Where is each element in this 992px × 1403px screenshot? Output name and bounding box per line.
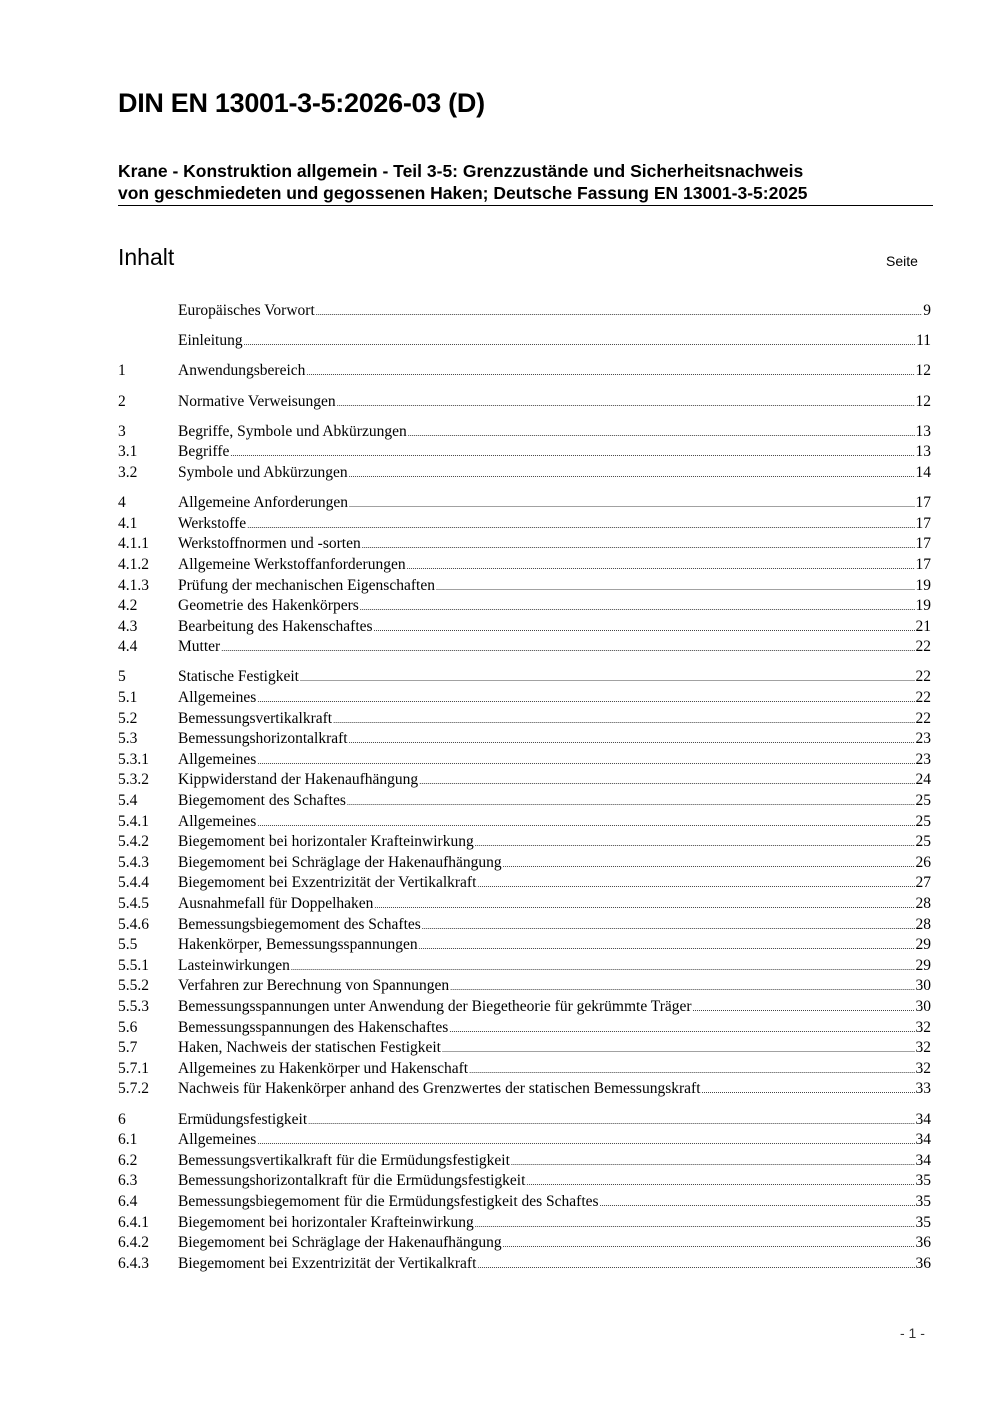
toc-entry[interactable]	[118, 1233, 931, 1254]
toc-entry-number: 5.5	[118, 936, 138, 954]
toc-entry-number: 5.3	[118, 730, 138, 748]
toc-dot-leader	[300, 669, 915, 690]
toc-entry-title: Kippwiderstand der Hakenaufhängung	[178, 771, 419, 789]
subtitle-line-2: von geschmiedeten und gegossenen Haken; Deutsche Fassung EN 13001-3-5:2025	[118, 183, 808, 203]
toc-dot-leader	[419, 772, 914, 793]
toc-entry-title: Bemessungshorizontalkraft	[178, 730, 348, 748]
subtitle-line-1: Krane - Konstruktion allgemein - Teil 3-5: Grenzzustände und Sicherheitsnachweis	[118, 161, 804, 181]
toc-entry-number: 4.1.1	[118, 535, 149, 553]
toc-entry-number: 3.2	[118, 463, 138, 481]
toc-entry-title: Biegemoment bei Exzentrizität der Vertikalkraft	[178, 874, 477, 892]
toc-dot-leader	[349, 731, 915, 752]
toc-entry-number: 4.4	[118, 638, 138, 656]
toc-entry-title: Lasteinwirkungen	[178, 956, 290, 974]
toc-dot-leader	[477, 1256, 914, 1277]
toc-entry-page: 34	[915, 1131, 931, 1149]
toc-dot-leader	[360, 598, 915, 619]
toc-dot-leader	[407, 557, 915, 578]
toc-entry-title: Werkstoffnormen und -sorten	[178, 535, 361, 553]
toc-entry-number: 5.1	[118, 689, 138, 707]
toc-dot-leader	[469, 1061, 914, 1082]
toc-entry-page: 12	[915, 362, 931, 380]
toc-entry-title: Ermüdungsfestigkeit	[178, 1110, 308, 1128]
toc-entry[interactable]	[118, 791, 931, 812]
toc-entry-number: 5.4.3	[118, 853, 149, 871]
toc-entry-number: 6.1	[118, 1131, 138, 1149]
toc-entry-page: 32	[915, 1059, 931, 1077]
toc-dot-leader	[477, 875, 914, 896]
toc-entry[interactable]	[118, 770, 931, 791]
toc-entry[interactable]	[118, 514, 931, 535]
toc-entry-number: 6.2	[118, 1151, 138, 1169]
toc-entry-number: 2	[118, 392, 126, 410]
toc-entry-page: 13	[915, 422, 931, 440]
toc-entry-number: 5.4.5	[118, 895, 149, 912]
toc-entry-number: 4.3	[118, 617, 138, 635]
toc-dot-leader	[362, 536, 915, 557]
toc-entry-page: 36	[915, 1234, 931, 1252]
toc-entry[interactable]	[118, 1151, 931, 1172]
toc-entry[interactable]	[118, 1110, 931, 1131]
toc-entry-page: 17	[915, 494, 931, 512]
toc-dot-leader	[449, 1020, 914, 1041]
toc-entry-title: Biegemoment bei horizontaler Krafteinwirkung	[178, 833, 474, 851]
toc-entry[interactable]	[118, 442, 931, 463]
toc-dot-leader	[349, 495, 914, 516]
toc-entry-page: 30	[915, 977, 931, 995]
toc-entry-title: Bemessungsvertikalkraft für die Ermüdungsfestigkeit	[178, 1151, 510, 1169]
toc-entry-page: 30	[915, 997, 931, 1015]
toc-dot-leader	[503, 1235, 915, 1256]
page-column-label: Seite	[886, 253, 918, 269]
toc-entry-page: 22	[915, 668, 931, 686]
table-of-contents	[118, 301, 931, 1274]
toc-dot-leader	[221, 639, 914, 660]
toc-dot-leader	[316, 303, 922, 324]
toc-dot-leader	[475, 834, 915, 855]
toc-entry[interactable]	[118, 976, 931, 997]
toc-entry-page: 23	[915, 730, 931, 748]
toc-entry-page: 35	[915, 1213, 931, 1231]
toc-entry-number: 5.3.2	[118, 771, 149, 789]
toc-entry-page: 24	[915, 771, 931, 789]
toc-entry[interactable]	[118, 935, 931, 956]
toc-dot-leader	[408, 424, 915, 445]
toc-entry-page: 27	[915, 874, 931, 892]
toc-entry-title: Werkstoffe	[178, 514, 247, 532]
toc-dot-leader	[337, 394, 915, 415]
toc-dot-leader	[244, 333, 915, 354]
toc-entry-page: 29	[915, 956, 931, 974]
toc-entry[interactable]	[118, 729, 931, 750]
toc-entry-number: 4.1.2	[118, 555, 149, 573]
toc-dot-leader	[306, 363, 914, 384]
toc-entry-page: 29	[915, 936, 931, 954]
toc-entry[interactable]	[118, 956, 931, 977]
toc-entry-number: 4.1.3	[118, 576, 149, 594]
toc-entry-number: 5.5.1	[118, 956, 149, 974]
toc-entry-title: Allgemeines	[178, 750, 257, 768]
toc-entry-title: Allgemeine Werkstoffanforderungen	[178, 555, 406, 573]
toc-entry-title: Geometrie des Hakenkörpers	[178, 597, 359, 615]
toc-entry-title: Bemessungsbiegemoment für die Ermüdungsfestigkeit des Schaftes	[178, 1192, 599, 1210]
toc-entry-title: Bemessungshorizontalkraft für die Ermüdungsfestigkeit	[178, 1172, 526, 1190]
toc-entry-title: Bearbeitung des Hakenschaftes	[178, 617, 373, 635]
document-subtitle	[118, 160, 933, 206]
toc-dot-leader	[257, 690, 914, 711]
toc-entry-number: 6.4.2	[118, 1234, 149, 1252]
toc-entry-title: Allgemeines	[178, 1131, 257, 1149]
toc-entry-title: Biegemoment bei Schräglage der Hakenaufhängung	[178, 1234, 502, 1252]
toc-entry[interactable]	[118, 1018, 931, 1039]
toc-entry-title: Symbole und Abkürzungen	[178, 463, 348, 481]
toc-entry[interactable]	[118, 534, 931, 555]
toc-entry-page: 22	[915, 709, 931, 727]
toc-entry[interactable]	[118, 637, 931, 658]
toc-entry-title: Hakenkörper, Bemessungsspannungen	[178, 936, 418, 954]
toc-dot-leader	[526, 1173, 914, 1194]
toc-entry-title: Allgemeine Anforderungen	[178, 494, 349, 512]
toc-entry-page: 22	[915, 638, 931, 656]
toc-entry-page: 32	[915, 1039, 931, 1057]
toc-entry-title: Begriffe, Symbole und Abkürzungen	[178, 422, 407, 440]
toc-entry-page: 21	[915, 617, 931, 635]
toc-dot-leader	[511, 1153, 915, 1174]
toc-entry[interactable]	[118, 392, 931, 413]
toc-dot-leader	[693, 999, 915, 1020]
toc-entry-title: Verfahren zur Berechnung von Spannungen	[178, 977, 450, 995]
toc-entry[interactable]	[118, 596, 931, 617]
toc-entry-number: 3.1	[118, 443, 138, 461]
toc-entry-page: 12	[915, 392, 931, 410]
toc-entry-number: 3	[118, 422, 126, 440]
toc-dot-leader	[257, 1132, 914, 1153]
toc-entry-page: 17	[915, 535, 931, 553]
toc-entry[interactable]	[118, 1254, 931, 1275]
toc-entry-page: 11	[916, 332, 931, 350]
toc-entry-page: 14	[915, 463, 931, 481]
toc-entry-title: Normative Verweisungen	[178, 392, 336, 410]
toc-entry-title: Einleitung	[178, 332, 243, 350]
toc-dot-leader	[374, 896, 914, 917]
toc-entry[interactable]	[118, 361, 931, 382]
toc-entry-number: 5.7	[118, 1039, 138, 1057]
toc-dot-leader	[374, 619, 915, 640]
page-number-footer: - 1 -	[900, 1325, 925, 1341]
toc-dot-leader	[308, 1112, 914, 1133]
toc-entry[interactable]	[118, 1213, 931, 1234]
toc-entry[interactable]	[118, 688, 931, 709]
toc-entry-page: 22	[915, 689, 931, 707]
toc-entry[interactable]	[118, 555, 931, 576]
toc-entry[interactable]	[118, 894, 931, 915]
toc-entry-page: 25	[915, 833, 931, 851]
toc-entry-title: Europäisches Vorwort	[178, 302, 315, 319]
toc-entry[interactable]	[118, 331, 931, 352]
toc-entry[interactable]	[118, 1059, 931, 1080]
toc-entry-title: Nachweis für Hakenkörper anhand des Grenzwertes der statischen Bemessungskraft	[178, 1080, 701, 1098]
toc-entry[interactable]	[118, 1130, 931, 1151]
toc-entry-number: 5.4.4	[118, 874, 149, 892]
toc-entry-number: 5.4	[118, 792, 138, 810]
toc-entry-number: 5.7.1	[118, 1059, 149, 1077]
toc-entry-title: Statische Festigkeit	[178, 668, 299, 686]
toc-entry[interactable]	[118, 915, 931, 936]
toc-entry-number: 4	[118, 494, 126, 512]
toc-entry-number: 5.4.6	[118, 915, 149, 933]
toc-entry[interactable]	[118, 422, 931, 443]
toc-entry[interactable]	[118, 812, 931, 833]
toc-entry[interactable]	[118, 667, 931, 688]
toc-entry-page: 36	[915, 1254, 931, 1272]
toc-entry-page: 33	[915, 1080, 931, 1098]
toc-dot-leader	[702, 1081, 915, 1102]
toc-entry-title: Ausnahmefall für Doppelhaken	[178, 895, 374, 912]
toc-dot-leader	[436, 578, 915, 599]
toc-entry-number: 5.7.2	[118, 1080, 149, 1098]
document-title: DIN EN 13001-3-5:2026-03 (D)	[118, 88, 485, 118]
toc-entry-title: Bemessungsbiegemoment des Schaftes	[178, 915, 421, 933]
toc-entry-page: 34	[915, 1151, 931, 1169]
toc-entry-number: 6.3	[118, 1172, 138, 1190]
toc-entry[interactable]	[118, 997, 931, 1018]
toc-entry-page: 19	[915, 597, 931, 615]
toc-entry-title: Begriffe	[178, 443, 230, 461]
toc-entry[interactable]	[118, 463, 931, 484]
toc-entry-page: 32	[915, 1018, 931, 1036]
toc-entry[interactable]	[118, 576, 931, 597]
contents-heading: Inhalt	[118, 244, 175, 270]
toc-dot-leader	[442, 1040, 915, 1061]
toc-entry[interactable]	[118, 750, 931, 771]
toc-entry-number: 1	[118, 362, 126, 380]
toc-entry[interactable]	[118, 1038, 931, 1059]
toc-entry-page: 34	[915, 1110, 931, 1128]
toc-entry[interactable]	[118, 832, 931, 853]
toc-entry-page: 19	[915, 576, 931, 594]
toc-entry-title: Allgemeines	[178, 689, 257, 707]
toc-entry-title: Biegemoment des Schaftes	[178, 792, 346, 810]
toc-entry-title: Biegemoment bei horizontaler Krafteinwirkung	[178, 1213, 474, 1231]
toc-dot-leader	[257, 814, 914, 835]
toc-entry-page: 23	[915, 750, 931, 768]
toc-entry-title: Anwendungsbereich	[178, 362, 306, 380]
toc-entry-title: Allgemeines	[178, 812, 257, 830]
toc-dot-leader	[257, 752, 914, 773]
toc-entry-title: Bemessungsvertikalkraft	[178, 709, 333, 727]
toc-entry[interactable]	[118, 617, 931, 638]
toc-entry-page: 28	[915, 915, 931, 933]
toc-entry-number: 5.2	[118, 709, 138, 727]
toc-dot-leader	[291, 958, 915, 979]
toc-entry-page: 13	[915, 443, 931, 461]
toc-entry-page: 28	[915, 895, 931, 912]
toc-entry-page: 25	[915, 792, 931, 810]
toc-dot-leader	[333, 711, 914, 732]
toc-entry-title: Mutter	[178, 638, 221, 656]
toc-dot-leader	[450, 978, 914, 999]
toc-entry-page: 35	[915, 1172, 931, 1190]
toc-entry-page: 26	[915, 853, 931, 871]
toc-entry-title: Haken, Nachweis der statischen Festigkeit	[178, 1039, 441, 1057]
toc-entry-number: 4.2	[118, 597, 138, 615]
toc-entry-title: Allgemeines zu Hakenkörper und Hakenschaft	[178, 1059, 469, 1077]
toc-entry-page: 17	[915, 514, 931, 532]
toc-entry-page: 25	[915, 812, 931, 830]
toc-dot-leader	[475, 1215, 915, 1236]
toc-entry-page: 9	[923, 302, 931, 319]
toc-dot-leader	[503, 855, 915, 876]
toc-entry-page: 17	[915, 555, 931, 573]
toc-entry-title: Bemessungsspannungen unter Anwendung der Biegetheorie für gekrümmte Träger	[178, 997, 692, 1015]
toc-entry-number: 5.5.3	[118, 997, 149, 1015]
toc-entry-number: 5.5.2	[118, 977, 149, 995]
toc-dot-leader	[422, 917, 915, 938]
toc-entry-number: 6.4.3	[118, 1254, 149, 1272]
toc-entry-title: Biegemoment bei Exzentrizität der Vertikalkraft	[178, 1254, 477, 1272]
toc-entry-page: 35	[915, 1192, 931, 1210]
toc-dot-leader	[419, 937, 915, 958]
toc-entry[interactable]	[118, 873, 931, 894]
toc-entry[interactable]	[118, 1171, 931, 1192]
toc-dot-leader	[349, 465, 915, 486]
toc-entry-number: 4.1	[118, 514, 138, 532]
toc-entry-title: Bemessungsspannungen des Hakenschaftes	[178, 1018, 449, 1036]
toc-dot-leader	[600, 1194, 915, 1215]
toc-entry[interactable]	[118, 853, 931, 874]
toc-dot-leader	[247, 516, 914, 537]
toc-entry-number: 5.3.1	[118, 750, 149, 768]
toc-entry[interactable]	[118, 1192, 931, 1213]
toc-entry-number: 6.4	[118, 1192, 138, 1210]
toc-entry-number: 5.6	[118, 1018, 138, 1036]
toc-entry-number: 5.4.2	[118, 833, 149, 851]
toc-entry[interactable]	[118, 301, 931, 322]
toc-entry[interactable]	[118, 493, 931, 514]
toc-entry-title: Biegemoment bei Schräglage der Hakenaufhängung	[178, 853, 502, 871]
toc-entry[interactable]	[118, 709, 931, 730]
toc-entry-title: Prüfung der mechanischen Eigenschaften	[178, 576, 435, 594]
toc-entry-number: 5.4.1	[118, 812, 149, 830]
toc-entry-number: 5	[118, 668, 126, 686]
toc-dot-leader	[230, 444, 914, 465]
toc-entry-number: 6	[118, 1110, 126, 1128]
toc-dot-leader	[347, 793, 915, 814]
toc-entry-number: 6.4.1	[118, 1213, 149, 1231]
toc-entry[interactable]	[118, 1079, 931, 1100]
